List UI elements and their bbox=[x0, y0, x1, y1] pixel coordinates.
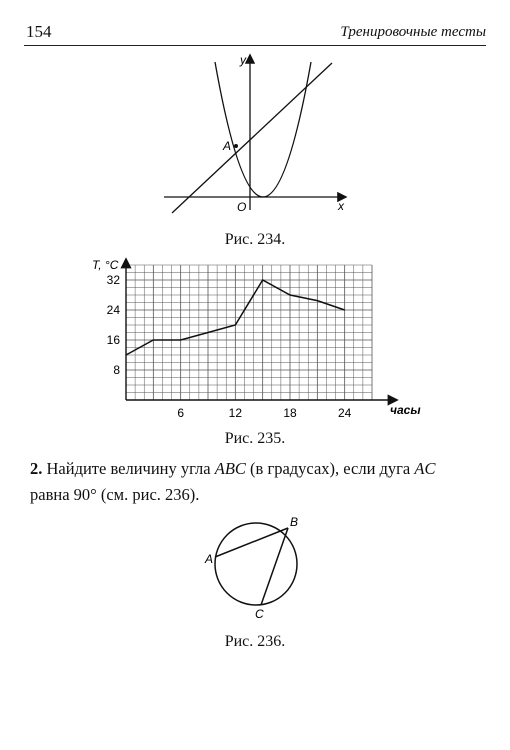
chord-ab bbox=[215, 528, 288, 557]
origin-label: O bbox=[237, 200, 247, 214]
caption-236: Рис. 236. bbox=[224, 633, 286, 650]
x-tick-label: 6 bbox=[177, 406, 185, 420]
parabola-curve bbox=[215, 62, 311, 197]
page-header bbox=[24, 22, 486, 44]
y-tick-label: 16 bbox=[106, 333, 120, 347]
caption-234: Рис. 234. bbox=[224, 231, 286, 248]
page-number: 154 bbox=[26, 22, 52, 41]
running-title: Тренировочные тесты bbox=[340, 24, 486, 40]
point-b-label-236: B bbox=[290, 515, 299, 529]
point-a-label-236: A bbox=[205, 552, 214, 566]
arc-name: AC bbox=[414, 459, 436, 478]
y-axis-label: y bbox=[240, 53, 246, 67]
caption-235: Рис. 235. bbox=[224, 430, 286, 447]
header-rule bbox=[24, 45, 486, 46]
problem-text-line2: равна 90° (см. рис. 236). bbox=[30, 485, 200, 504]
x-tick-label: 24 bbox=[337, 406, 352, 420]
figure-235-chart bbox=[86, 252, 426, 420]
figure-234 bbox=[150, 50, 370, 220]
point-c-label-236: C bbox=[255, 607, 264, 620]
problem-number: 2. bbox=[30, 459, 43, 478]
y-tick-label: 8 bbox=[113, 363, 120, 377]
y-tick-label: 24 bbox=[106, 303, 120, 317]
x-axis-label: x bbox=[338, 199, 344, 213]
figure-236 bbox=[200, 508, 312, 620]
y-tick-label: 32 bbox=[106, 273, 120, 287]
problem-2 bbox=[30, 456, 488, 508]
x-tick-label: 18 bbox=[283, 406, 297, 420]
point-a-label: A bbox=[223, 139, 232, 153]
point-a-dot bbox=[234, 144, 238, 148]
chart-y-label: T, °C bbox=[92, 258, 119, 272]
x-tick-label: 12 bbox=[228, 406, 243, 420]
problem-text-part2: (в градусах), если дуга bbox=[250, 459, 411, 478]
chart-x-label: часы bbox=[390, 403, 421, 417]
problem-text-part1: Найдите величину угла bbox=[46, 459, 211, 478]
chart-grid bbox=[126, 265, 372, 400]
angle-name: ABC bbox=[214, 459, 246, 478]
